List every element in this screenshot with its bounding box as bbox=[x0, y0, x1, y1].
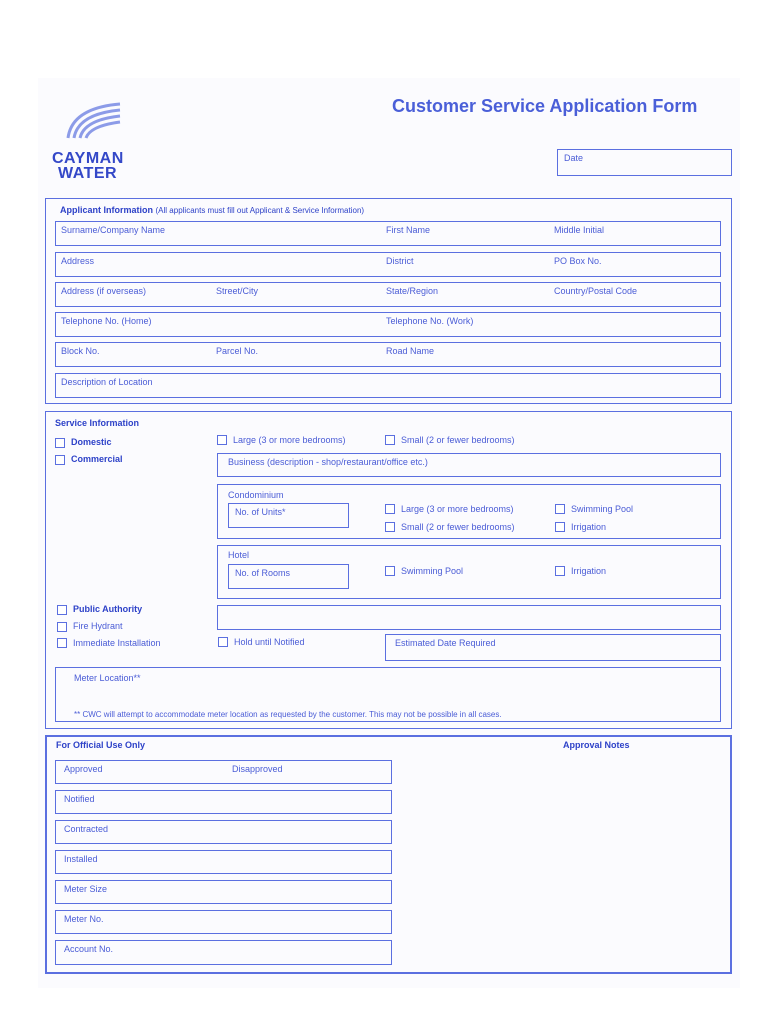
condominium-label: Condominium bbox=[228, 490, 284, 500]
fire-hydrant-label: Fire Hydrant bbox=[73, 621, 123, 631]
commercial-label: Commercial bbox=[71, 454, 123, 464]
address-label: Address bbox=[61, 256, 95, 266]
contracted-row[interactable] bbox=[55, 820, 392, 844]
applicant-heading-text: Applicant Information bbox=[60, 205, 153, 215]
applicant-heading bbox=[60, 205, 364, 215]
condo-large-checkbox[interactable] bbox=[385, 504, 395, 514]
estimated-date-label: Estimated Date Required bbox=[395, 638, 496, 648]
large-checkbox[interactable] bbox=[217, 435, 227, 445]
overseas-address-row[interactable] bbox=[55, 282, 721, 307]
hotel-irrigation-checkbox[interactable] bbox=[555, 566, 565, 576]
hotel-pool-label: Swimming Pool bbox=[401, 566, 464, 576]
hotel-irrigation-label: Irrigation bbox=[571, 566, 607, 576]
service-heading: Service Information bbox=[55, 418, 140, 428]
tel-work-label: Telephone No. (Work) bbox=[386, 316, 474, 326]
meter-no-label: Meter No. bbox=[64, 914, 104, 924]
swimming-pool-checkbox[interactable] bbox=[555, 504, 565, 514]
public-authority-checkbox[interactable] bbox=[57, 605, 67, 615]
approved-row[interactable] bbox=[55, 760, 392, 784]
name-row[interactable] bbox=[55, 221, 721, 246]
address-row[interactable] bbox=[55, 252, 721, 277]
form-title: Customer Service Application Form bbox=[392, 96, 698, 116]
meter-location-note: ** CWC will attempt to accommodate meter location as requested by the customer. This may not be possible in all cases. bbox=[74, 710, 502, 719]
domestic-checkbox[interactable] bbox=[55, 438, 65, 448]
installed-label: Installed bbox=[64, 854, 98, 864]
no-rooms-field[interactable] bbox=[228, 564, 349, 589]
small-label: Small (2 or fewer bedrooms) bbox=[401, 435, 515, 445]
contracted-label: Contracted bbox=[64, 824, 109, 834]
condo-small-checkbox[interactable] bbox=[385, 522, 395, 532]
applicant-note: (All applicants must fill out Applicant & Service Information) bbox=[155, 206, 365, 215]
installed-row[interactable] bbox=[55, 850, 392, 874]
meter-size-label: Meter Size bbox=[64, 884, 108, 894]
hold-until-notified-label: Hold until Notified bbox=[234, 637, 305, 647]
date-label: Date bbox=[564, 153, 584, 163]
block-no-label: Block No. bbox=[61, 346, 100, 356]
no-units-field[interactable] bbox=[228, 503, 349, 528]
small-checkbox[interactable] bbox=[385, 435, 395, 445]
state-region-label: State/Region bbox=[386, 286, 439, 296]
fire-hydrant-checkbox[interactable] bbox=[57, 622, 67, 632]
middle-initial-label: Middle Initial bbox=[554, 225, 605, 235]
no-units-label: No. of Units* bbox=[235, 507, 286, 517]
domestic-label: Domestic bbox=[71, 437, 112, 447]
public-authority-label: Public Authority bbox=[73, 604, 143, 614]
address-overseas-label: Address (if overseas) bbox=[61, 286, 147, 296]
brand-name-line1: CAYMAN bbox=[52, 150, 124, 167]
meter-location-field[interactable] bbox=[55, 667, 721, 722]
account-no-row[interactable] bbox=[55, 940, 392, 965]
surname-label: Surname/Company Name bbox=[61, 225, 166, 235]
official-use-heading: For Official Use Only bbox=[56, 740, 146, 750]
tel-home-label: Telephone No. (Home) bbox=[61, 316, 152, 326]
commercial-checkbox[interactable] bbox=[55, 455, 65, 465]
description-label: Description of Location bbox=[61, 377, 153, 387]
road-name-label: Road Name bbox=[386, 346, 435, 356]
swimming-pool-label: Swimming Pool bbox=[571, 504, 634, 514]
location-description-row[interactable] bbox=[55, 373, 721, 398]
immediate-installation-label: Immediate Installation bbox=[73, 638, 161, 648]
notified-label: Notified bbox=[64, 794, 95, 804]
approval-notes-heading: Approval Notes bbox=[563, 740, 630, 750]
telephone-row[interactable] bbox=[55, 312, 721, 337]
account-no-label: Account No. bbox=[64, 944, 114, 954]
immediate-installation-checkbox[interactable] bbox=[57, 638, 67, 648]
country-postal-label: Country/Postal Code bbox=[554, 286, 638, 296]
hold-until-notified-checkbox[interactable] bbox=[218, 637, 228, 647]
condo-large-label: Large (3 or more bedrooms) bbox=[401, 504, 514, 514]
hotel-label: Hotel bbox=[228, 550, 250, 560]
meter-no-row[interactable] bbox=[55, 910, 392, 934]
po-box-label: PO Box No. bbox=[554, 256, 602, 266]
hotel-pool-checkbox[interactable] bbox=[385, 566, 395, 576]
irrigation-label: Irrigation bbox=[571, 522, 607, 532]
public-authority-field[interactable] bbox=[217, 605, 721, 630]
block-parcel-row[interactable] bbox=[55, 342, 721, 367]
business-description-field[interactable] bbox=[217, 453, 721, 477]
date-field[interactable] bbox=[557, 149, 732, 176]
irrigation-checkbox[interactable] bbox=[555, 522, 565, 532]
meter-location-label: Meter Location** bbox=[74, 673, 141, 683]
street-city-label: Street/City bbox=[216, 286, 259, 296]
large-label: Large (3 or more bedrooms) bbox=[233, 435, 346, 445]
notified-row[interactable] bbox=[55, 790, 392, 814]
disapproved-label: Disapproved bbox=[232, 764, 283, 774]
district-label: District bbox=[386, 256, 414, 266]
parcel-no-label: Parcel No. bbox=[216, 346, 259, 356]
no-rooms-label: No. of Rooms bbox=[235, 568, 291, 578]
first-name-label: First Name bbox=[386, 225, 431, 235]
cayman-water-logo-icon bbox=[58, 98, 128, 144]
condo-small-label: Small (2 or fewer bedrooms) bbox=[401, 522, 515, 532]
brand-name-line2: WATER bbox=[58, 165, 118, 182]
meter-size-row[interactable] bbox=[55, 880, 392, 904]
approved-label: Approved bbox=[64, 764, 103, 774]
business-label: Business (description - shop/restaurant/office etc.) bbox=[228, 457, 428, 467]
estimated-date-field[interactable] bbox=[385, 634, 721, 661]
